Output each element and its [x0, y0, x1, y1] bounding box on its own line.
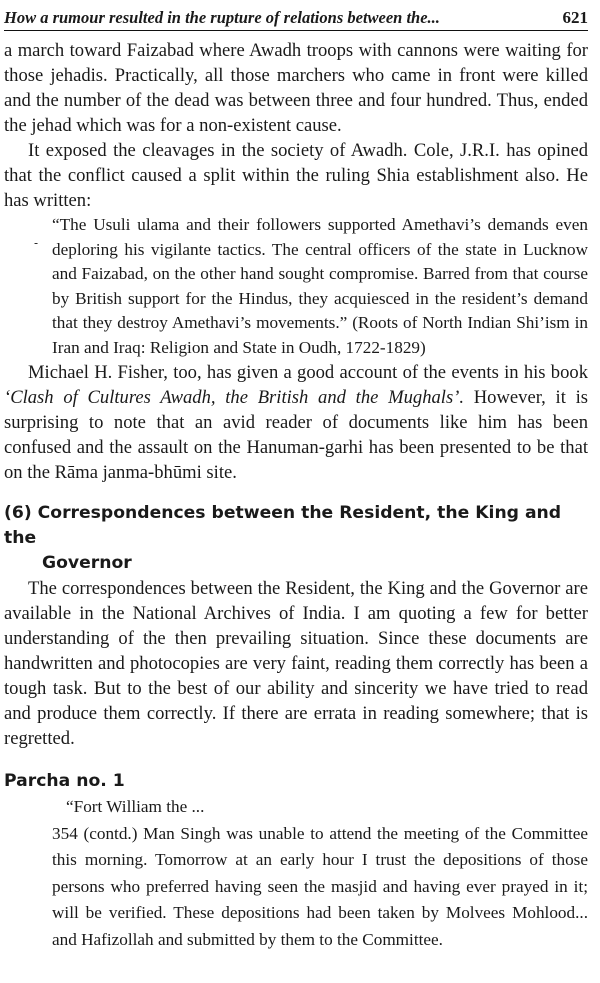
paragraph-fisher [4, 360, 588, 485]
fisher-text-end: However, it is surprising to note that an avid reader of documents like him has been confused and the assault on the Hanuman-garhi has been presented to be that on the Rāma janma-bhūmi site. [4, 387, 588, 483]
margin-mark: - [34, 236, 39, 250]
fisher-text-start: Michael H. Fisher, too, has given a good account of the events in his book [28, 362, 588, 383]
parcha-quote [4, 794, 588, 953]
running-header [4, 8, 588, 28]
paragraph-correspondences: The correspondences between the Resident, the King and the Governor are available in the National Archives of India. I am quoting a few for better understanding of the then prevailing situation. Since these documents are handwritten and photocopies are very faint, reading them correctly has been a tough task. But to the best of our ability and sincerity we have tried to read and produce them correctly. If there are errata in reading somewhere; that is regretted. [4, 578, 588, 749]
page-body [4, 38, 588, 953]
quote-text: “The Usuli ulama and their followers supported Amethavi’s demands even deploring his vigilante tactics. The central officers of the state in Lucknow and Faizabad, on the other hand sought compromise. Barred from that course by British support for the Hindus, they acquiesced in the resident’s demand that they destroy Amethavi’s movements.” (Roots of North Indian Shi’ism in Iran and Iraq: Religion and State in Oudh, 1722-1829) [52, 215, 588, 357]
section-heading [4, 501, 588, 576]
running-title: How a rumour resulted in the rupture of relations between the... [4, 8, 440, 27]
parcha-heading: Parcha no. 1 [4, 771, 125, 791]
section-heading-line1: (6) Correspondences between the Resident, the King and the [4, 503, 562, 548]
page-number: 621 [562, 8, 588, 27]
paragraph-cleavages: It exposed the cleavages in the society of Awadh. Cole, J.R.I. has opined that the conflict caused a split within the ruling Shia establishment also. He has written: [4, 140, 588, 211]
section-heading-line2: Governor [42, 553, 132, 573]
parcha-body: 354 (contd.) Man Singh was unable to attend the meeting of the Committee this morning. Tomorrow at an early hour I trust the depositions of those persons who preferred having seen the masjid and having ever prayed in it; will be verified. These depositions had been taken by Molvees Mohlood... and Hafizollah and submitted by them to the Committee. [52, 823, 588, 949]
parcha-first-line: “Fort William the ... [66, 797, 205, 816]
book-title: ‘Clash of Cultures Awadh, the British and the Mughals’. [4, 387, 465, 408]
header-rule [4, 30, 588, 31]
block-quote-cole [4, 213, 588, 360]
paragraph-continuation: a march toward Faizabad where Awadh troops with cannons were waiting for those jehadis. Practically, all those marchers who came in front were killed and the number of the dead was between three and four hundred. Thus, ended the jehad which was for a non-existent cause. [4, 40, 588, 136]
